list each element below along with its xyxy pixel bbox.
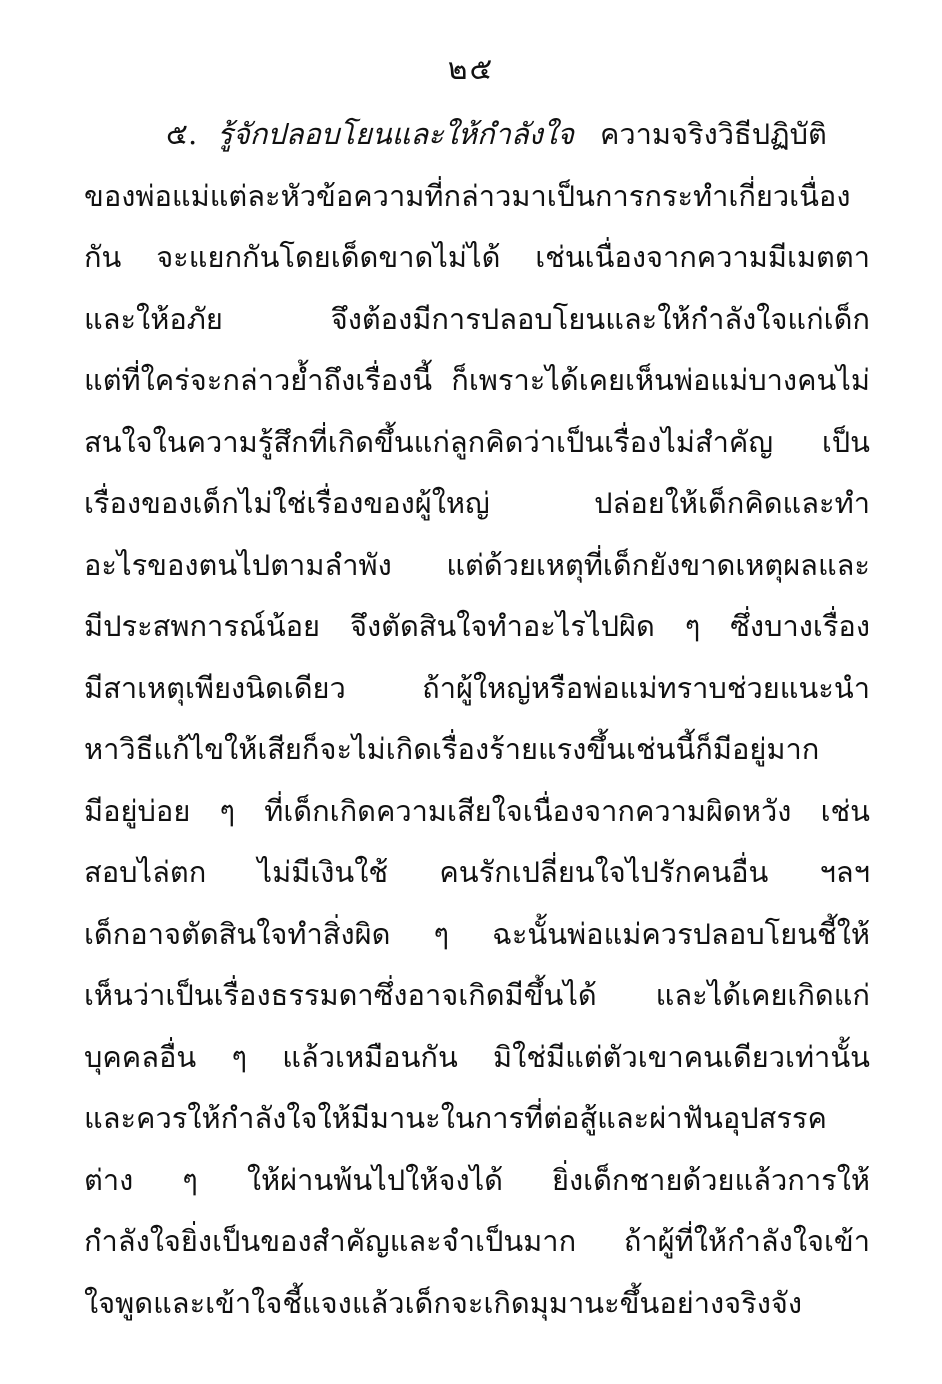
- text-line: สอบไล่ตก ไม่มีเงินใช้ คนรักเปลี่ยนใจไปรักคนอื่น ฯลฯ: [84, 855, 870, 889]
- text-line: อะไรของตนไปตามลำพัง แต่ด้วยเหตุที่เด็กยังขาดเหตุผลและ: [84, 547, 870, 582]
- text-line: กัน จะแยกกันโดยเด็ดขาดไม่ได้ เช่นเนื่องจากความมีเมตตา: [84, 240, 870, 274]
- body-text: [84, 104, 870, 1334]
- section-heading: รู้จักปลอบโยนและให้กำลังใจ: [217, 117, 574, 151]
- text-line: กำลังใจยิ่งเป็นของสำคัญและจำเป็นมาก ถ้าผู้ที่ให้กำลังใจเข้า: [84, 1224, 870, 1258]
- text-line: หาวิธีแก้ไขให้เสียก็จะไม่เกิดเรื่องร้ายแรงขึ้นเช่นนี้ก็มีอยู่มาก: [84, 732, 820, 766]
- first-line-rest: ความจริงวิธีปฏิบัติ: [599, 117, 827, 151]
- text-line: ใจพูดและเข้าใจชี้แจงแล้วเด็กจะเกิดมุมานะขึ้นอย่างจริงจัง: [84, 1285, 803, 1320]
- first-line: [84, 104, 870, 166]
- page-number: ๒๕: [447, 52, 495, 87]
- text-line: ต่าง ๆ ให้ผ่านพ้นไปให้จงได้ ยิ่งเด็กชายด้วยแล้วการให้: [84, 1162, 870, 1197]
- text-line: มีสาเหตุเพียงนิดเดียว ถ้าผู้ใหญ่หรือพ่อแม่ทราบช่วยแนะนำ: [84, 670, 870, 705]
- text-line: บุคคลอื่น ๆ แล้วเหมือนกัน มิใช่มีแต่ตัวเขาคนเดียวเท่านั้น: [84, 1039, 870, 1074]
- text-line: เห็นว่าเป็นเรื่องธรรมดาซึ่งอาจเกิดมีขึ้นได้ และได้เคยเกิดแก่: [84, 978, 870, 1012]
- text-line: ของพ่อแม่แต่ละหัวข้อความที่กล่าวมาเป็นการกระทำเกี่ยวเนื่อง: [84, 178, 851, 213]
- text-line: มีอยู่บ่อย ๆ ที่เด็กเกิดความเสียใจเนื่องจากความผิดหวัง เช่น: [84, 793, 870, 828]
- text-line: แต่ที่ใคร่จะกล่าวย้ำถึงเรื่องนี้ ก็เพราะได้เคยเห็นพ่อแม่บางคนไม่: [84, 363, 870, 397]
- text-line: และควรให้กำลังใจให้มีมานะในการที่ต่อสู้และผ่าฟันอุปสรรค: [84, 1101, 827, 1135]
- text-line: เด็กอาจตัดสินใจทำสิ่งผิด ๆ ฉะนั้นพ่อแม่ควรปลอบโยนชี้ให้: [84, 916, 870, 951]
- text-line: มีประสพการณ์น้อย จึงตัดสินใจทำอะไรไปผิด ๆ ซึ่งบางเรื่อง: [84, 609, 870, 643]
- item-number: ๕.: [166, 117, 198, 151]
- text-line: เรื่องของเด็กไม่ใช่เรื่องของผู้ใหญ่ ปล่อยให้เด็กคิดและทำ: [84, 486, 870, 520]
- text-line: สนใจในความรู้สึกที่เกิดขึ้นแก่ลูกคิดว่าเป็นเรื่องไม่สำคัญ เป็น: [84, 424, 870, 459]
- text-line: และให้อภัย จึงต้องมีการปลอบโยนและให้กำลังใจแก่เด็ก: [84, 301, 870, 336]
